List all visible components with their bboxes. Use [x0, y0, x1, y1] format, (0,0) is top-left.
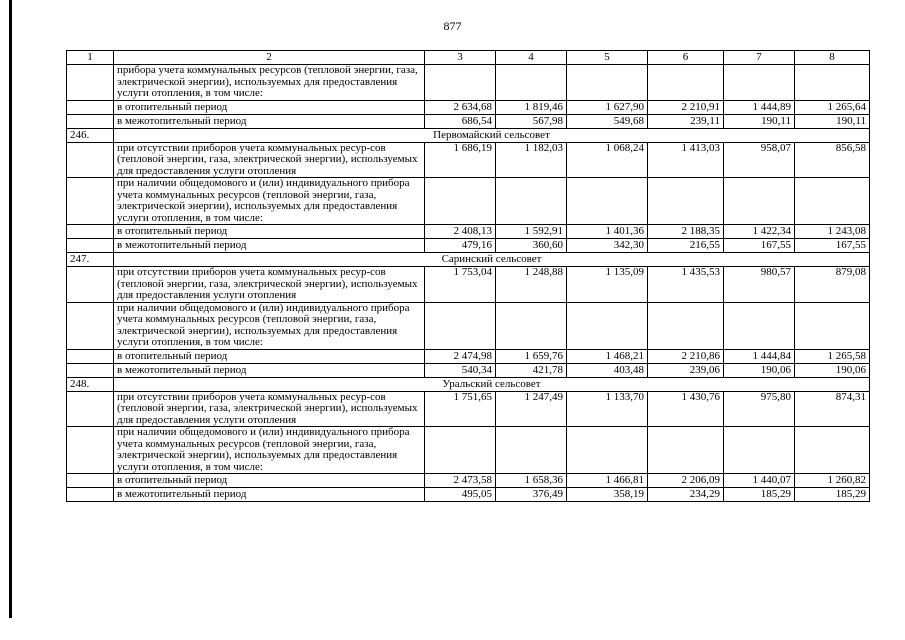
header-cell: 3 [425, 51, 496, 65]
row-description: при отсутствии приборов учета коммунальных ресур-сов (тепловой энергии, газа, электрической энергии), используемых для предоставления услуги отопления [114, 142, 425, 178]
value-cell: 239,11 [648, 114, 724, 128]
value-cell: 1 182,03 [496, 142, 567, 178]
tariff-table [66, 50, 870, 502]
value-cell: 360,60 [496, 239, 567, 253]
value-cell: 403,48 [567, 363, 648, 377]
value-cell: 190,06 [724, 363, 795, 377]
value-cell: 1 468,21 [567, 349, 648, 363]
value-cell: 2 206,09 [648, 474, 724, 488]
value-cell [496, 302, 567, 349]
row-number-cell [67, 267, 114, 303]
value-cell: 1 592,91 [496, 225, 567, 239]
row-description: при отсутствии приборов учета коммунальных ресур-сов (тепловой энергии, газа, электрической энергии), используемых для предоставления услуги отопления [114, 391, 425, 427]
value-cell: 1 413,03 [648, 142, 724, 178]
value-cell: 2 188,35 [648, 225, 724, 239]
value-cell [724, 427, 795, 474]
value-cell [496, 427, 567, 474]
value-cell: 1 444,84 [724, 349, 795, 363]
value-cell: 1 466,81 [567, 474, 648, 488]
table-row [67, 474, 870, 488]
value-cell: 190,11 [795, 114, 870, 128]
page-number: 877 [443, 19, 462, 33]
value-cell [567, 65, 648, 101]
value-cell: 686,54 [425, 114, 496, 128]
value-cell [724, 178, 795, 225]
row-number-cell [67, 142, 114, 178]
value-cell: 185,29 [795, 488, 870, 502]
value-cell: 216,55 [648, 239, 724, 253]
value-cell: 1 659,76 [496, 349, 567, 363]
value-cell: 376,49 [496, 488, 567, 502]
value-cell [795, 302, 870, 349]
value-cell [567, 302, 648, 349]
value-cell: 1 248,88 [496, 267, 567, 303]
row-number-cell [67, 65, 114, 101]
row-number-cell [67, 488, 114, 502]
section-row [67, 128, 870, 142]
value-cell: 856,58 [795, 142, 870, 178]
value-cell: 1 243,08 [795, 225, 870, 239]
row-description: при наличии общедомового и (или) индивидуального прибора учета коммунальных ресурсов (тепловой энергии, газа, электрической энергии), используемых для предоставления услуги отопления, в том числе: [114, 178, 425, 225]
value-cell: 1 247,49 [496, 391, 567, 427]
table-row [67, 427, 870, 474]
value-cell: 1 444,89 [724, 100, 795, 114]
table-row [67, 363, 870, 377]
value-cell [425, 302, 496, 349]
row-description: прибора учета коммунальных ресурсов (тепловой энергии, газа, электрической энергии), используемых для предоставления услуги отопления, в том числе: [114, 65, 425, 101]
section-title: Саринский сельсовет [114, 253, 870, 267]
value-cell: 1 440,07 [724, 474, 795, 488]
table-row [67, 349, 870, 363]
table-row [67, 100, 870, 114]
value-cell: 549,68 [567, 114, 648, 128]
value-cell: 1 401,36 [567, 225, 648, 239]
value-cell: 2 408,13 [425, 225, 496, 239]
header-cell: 7 [724, 51, 795, 65]
value-cell [648, 178, 724, 225]
row-description: в отопительный период [114, 349, 425, 363]
value-cell: 1 753,04 [425, 267, 496, 303]
value-cell [795, 178, 870, 225]
value-cell: 1 265,58 [795, 349, 870, 363]
value-cell: 495,05 [425, 488, 496, 502]
value-cell [648, 302, 724, 349]
value-cell: 2 210,86 [648, 349, 724, 363]
row-number-cell [67, 178, 114, 225]
value-cell: 958,07 [724, 142, 795, 178]
section-number: 247. [67, 253, 114, 267]
row-description: в межотопительный период [114, 363, 425, 377]
row-description: в межотопительный период [114, 114, 425, 128]
value-cell: 2 474,98 [425, 349, 496, 363]
value-cell: 1 430,76 [648, 391, 724, 427]
value-cell: 167,55 [724, 239, 795, 253]
value-cell: 1 135,09 [567, 267, 648, 303]
value-cell: 2 210,91 [648, 100, 724, 114]
value-cell: 540,34 [425, 363, 496, 377]
row-number-cell [67, 349, 114, 363]
row-description: при наличии общедомового и (или) индивидуального прибора учета коммунальных ресурсов (тепловой энергии, газа, электрической энергии), используемых для предоставления услуги отопления, в том числе: [114, 302, 425, 349]
row-number-cell [67, 474, 114, 488]
row-number-cell [67, 100, 114, 114]
section-row [67, 253, 870, 267]
value-cell: 975,80 [724, 391, 795, 427]
value-cell: 1 658,36 [496, 474, 567, 488]
value-cell [648, 65, 724, 101]
header-row [67, 51, 870, 65]
value-cell: 1 265,64 [795, 100, 870, 114]
section-title: Первомайский сельсовет [114, 128, 870, 142]
value-cell: 1 068,24 [567, 142, 648, 178]
row-number-cell [67, 302, 114, 349]
value-cell: 342,30 [567, 239, 648, 253]
header-cell: 6 [648, 51, 724, 65]
value-cell: 980,57 [724, 267, 795, 303]
table-row [67, 391, 870, 427]
value-cell [724, 65, 795, 101]
value-cell [425, 178, 496, 225]
value-cell: 2 634,68 [425, 100, 496, 114]
value-cell: 567,98 [496, 114, 567, 128]
value-cell [795, 427, 870, 474]
header-cell: 8 [795, 51, 870, 65]
row-number-cell [67, 225, 114, 239]
value-cell: 190,06 [795, 363, 870, 377]
section-title: Уральский сельсовет [114, 377, 870, 391]
value-cell [425, 65, 496, 101]
value-cell: 1 422,34 [724, 225, 795, 239]
value-cell: 2 473,58 [425, 474, 496, 488]
value-cell [496, 65, 567, 101]
row-number-cell [67, 391, 114, 427]
value-cell: 1 627,90 [567, 100, 648, 114]
row-description: в отопительный период [114, 225, 425, 239]
header-cell: 1 [67, 51, 114, 65]
table-row [67, 178, 870, 225]
value-cell [724, 302, 795, 349]
value-cell: 234,29 [648, 488, 724, 502]
value-cell: 167,55 [795, 239, 870, 253]
row-description: в межотопительный период [114, 488, 425, 502]
value-cell [496, 178, 567, 225]
table-row [67, 267, 870, 303]
value-cell [425, 427, 496, 474]
table-row [67, 65, 870, 101]
value-cell: 1 435,53 [648, 267, 724, 303]
value-cell: 185,29 [724, 488, 795, 502]
header-cell: 2 [114, 51, 425, 65]
table-row [67, 488, 870, 502]
header-cell: 4 [496, 51, 567, 65]
row-description: при наличии общедомового и (или) индивидуального прибора учета коммунальных ресурсов (тепловой энергии, газа, электрической энергии), используемых для предоставления услуги отопления, в том числе: [114, 427, 425, 474]
header-cell: 5 [567, 51, 648, 65]
table-row [67, 114, 870, 128]
section-number: 248. [67, 377, 114, 391]
value-cell: 358,19 [567, 488, 648, 502]
row-number-cell [67, 114, 114, 128]
row-description: в межотопительный период [114, 239, 425, 253]
value-cell: 1 133,70 [567, 391, 648, 427]
table-row [67, 239, 870, 253]
value-cell: 1 686,19 [425, 142, 496, 178]
value-cell: 1 819,46 [496, 100, 567, 114]
table-row [67, 142, 870, 178]
value-cell: 879,08 [795, 267, 870, 303]
row-number-cell [67, 239, 114, 253]
row-number-cell [67, 427, 114, 474]
section-number: 246. [67, 128, 114, 142]
value-cell [567, 427, 648, 474]
value-cell: 1 751,65 [425, 391, 496, 427]
value-cell: 190,11 [724, 114, 795, 128]
row-description: в отопительный период [114, 100, 425, 114]
value-cell [795, 65, 870, 101]
value-cell: 421,78 [496, 363, 567, 377]
table-row [67, 302, 870, 349]
left-margin-bar [9, 0, 12, 618]
row-description: в отопительный период [114, 474, 425, 488]
value-cell: 874,31 [795, 391, 870, 427]
table-row [67, 225, 870, 239]
section-row [67, 377, 870, 391]
value-cell: 239,06 [648, 363, 724, 377]
value-cell [648, 427, 724, 474]
row-description: при отсутствии приборов учета коммунальных ресур-сов (тепловой энергии, газа, электрической энергии), используемых для предоставления услуги отопления [114, 267, 425, 303]
row-number-cell [67, 363, 114, 377]
value-cell [567, 178, 648, 225]
value-cell: 479,16 [425, 239, 496, 253]
value-cell: 1 260,82 [795, 474, 870, 488]
